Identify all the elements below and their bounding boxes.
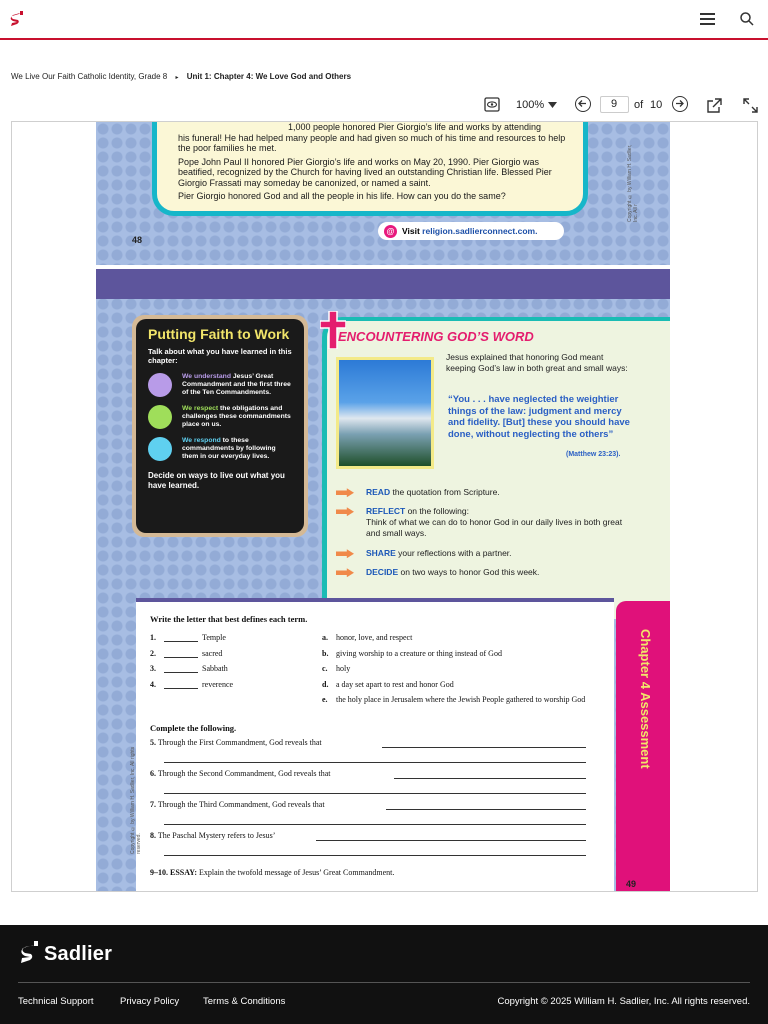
definition: holy — [336, 664, 351, 673]
top-bar — [0, 0, 768, 40]
question-number: 5. — [150, 738, 156, 747]
step-text: the quotation from Scripture. — [390, 487, 500, 497]
respond-badge-icon — [148, 437, 172, 461]
question-row — [150, 769, 600, 800]
term: Sabbath — [202, 664, 228, 673]
page-48 — [96, 122, 670, 265]
pfw-item-respect — [148, 405, 292, 429]
hamburger-menu-icon[interactable] — [700, 13, 715, 25]
definition-letter: c. — [322, 664, 328, 673]
essay-label: 9–10. ESSAY: — [150, 868, 197, 877]
step-key: REFLECT — [366, 506, 406, 516]
question-row — [150, 738, 600, 769]
arrow-right-icon — [673, 97, 686, 110]
term-number: 1. — [150, 633, 156, 642]
scripture-reference: (Matthew 23:23). — [566, 451, 621, 458]
answer-line[interactable] — [164, 793, 586, 794]
pfw-item-lead: We respond — [182, 437, 221, 444]
page-49 — [96, 269, 670, 891]
egw-title: ENCOUNTERING GOD’S WORD — [338, 329, 534, 344]
pfw-item-text: Jesus’ Great Commandment and the first three of the Ten Commandments. — [182, 373, 291, 396]
arrow-left-icon — [576, 97, 589, 110]
term-number: 4. — [150, 679, 156, 689]
visit-link[interactable] — [378, 222, 564, 240]
sadlier-s-logo-icon — [18, 941, 40, 967]
question-text: Through the Third Commandment, God reveals that — [157, 800, 325, 809]
definition: giving worship to a creature or thing instead of God — [336, 648, 502, 658]
term: sacred — [202, 648, 223, 658]
page-total: 10 — [650, 99, 663, 111]
definition: honor, love, and respect — [336, 633, 413, 642]
step-decide — [336, 567, 636, 578]
term-row — [150, 649, 600, 665]
pfw-item-text: to these commandments by following them in our everyday lives. — [182, 437, 276, 460]
footer-divider — [18, 982, 750, 983]
page-number-49: 49 — [626, 879, 637, 889]
understand-badge-icon — [148, 373, 172, 397]
footer — [0, 925, 768, 1024]
complete-heading: Complete the following. — [150, 723, 237, 733]
term-number: 2. — [150, 648, 156, 658]
question-text: Through the First Commandment, God reveals that — [157, 738, 322, 747]
pfw-title: Putting Faith to Work — [148, 326, 290, 342]
assessment-worksheet — [136, 598, 614, 891]
copyright-49: Copyright © by William H. Sadlier, Inc. All rights reserved. — [130, 746, 142, 854]
scripture-quote: “You . . . have neglected the weightier things of the law: judgment and mercy and fidelity. [But] these you should have done, without neglecting the others” — [448, 394, 630, 440]
step-reflect — [336, 506, 636, 539]
chevron-down-icon[interactable] — [548, 102, 557, 108]
technical-support-link[interactable]: Technical Support — [18, 996, 94, 1007]
term-number: 3. — [150, 664, 156, 673]
respect-badge-icon — [148, 405, 172, 429]
answer-line[interactable] — [382, 747, 586, 748]
next-page-button[interactable] — [672, 96, 688, 112]
pfw-item-lead: We understand — [182, 373, 231, 380]
story-paragraph-3: Pier Giorgio honored God and all the people in his life. How can you do the same? — [178, 191, 506, 201]
definition-letter: b. — [322, 648, 329, 658]
question-number: 7. — [150, 800, 156, 809]
assessment-side-title: Chapter 4 Assessment — [638, 629, 653, 769]
term-row — [150, 633, 600, 649]
page-of-label: of — [634, 99, 644, 111]
essay-text: Explain the twofold message of Jesus’ Great Commandment. — [196, 868, 395, 877]
answer-blank[interactable] — [164, 641, 198, 642]
answer-line[interactable] — [394, 778, 586, 779]
pfw-item-understand — [148, 373, 292, 397]
privacy-policy-link[interactable]: Privacy Policy — [120, 996, 180, 1007]
eye-view-icon[interactable] — [484, 97, 500, 112]
step-sub: Think of what we can do to honor God in our daily lives in both great and small ways. — [366, 517, 623, 538]
term-row — [150, 695, 600, 719]
at-sign-icon: @ — [384, 225, 397, 238]
definition-letter: a. — [322, 633, 328, 642]
term: reverence — [202, 679, 234, 689]
external-link-icon[interactable] — [706, 97, 723, 114]
answer-blank[interactable] — [164, 657, 198, 658]
fullscreen-icon[interactable] — [742, 97, 759, 114]
definition-letter: d. — [322, 679, 329, 689]
pfw-closing: Decide on ways to live out what you have learned. — [148, 471, 285, 490]
breadcrumb — [11, 72, 351, 81]
essay-row — [150, 868, 600, 877]
answer-blank[interactable] — [164, 688, 198, 689]
arrow-right-icon — [336, 488, 354, 497]
question-number: 6. — [150, 769, 156, 778]
arrow-right-icon — [336, 507, 354, 516]
mountain-photo — [336, 357, 434, 469]
document-viewer[interactable] — [11, 121, 758, 892]
step-key: SHARE — [366, 548, 396, 558]
question-row — [150, 831, 600, 862]
previous-page-button[interactable] — [575, 96, 591, 112]
step-read — [336, 487, 636, 498]
answer-line[interactable] — [164, 824, 586, 825]
visit-url: religion.sadlierconnect.com. — [422, 226, 538, 236]
match-heading: Write the letter that best defines each term. — [150, 614, 308, 624]
story-text — [178, 122, 578, 205]
arrow-right-icon — [336, 568, 354, 577]
question-text: The Paschal Mystery refers to Jesus’ — [157, 831, 276, 840]
page-header-band — [96, 269, 670, 299]
answer-blank[interactable] — [164, 672, 198, 673]
story-line-0: 1,000 people honored Pier Giorgio’s life and works by attending — [288, 122, 541, 132]
sadlier-s-logo-icon[interactable] — [8, 11, 24, 28]
arrow-right-icon — [336, 549, 354, 558]
step-key: READ — [366, 487, 391, 497]
zoom-level[interactable]: 100% — [516, 99, 545, 111]
visit-label: Visit — [402, 226, 420, 236]
answer-line[interactable] — [386, 809, 586, 810]
definition: a day set apart to rest and honor God — [336, 679, 454, 689]
story-paragraph-2: Pope John Paul II honored Pier Giorgio’s life and works on May 20, 1990. Pier Giorgio was beatified, recognized by the Church for having lived an outstanding Christian life. Blessed Pier Giorgio Frassati may someday be canonized, or named a saint. — [178, 156, 552, 188]
pfw-item-lead: We respect — [182, 405, 219, 412]
search-icon[interactable] — [739, 11, 755, 27]
page-number-48: 48 — [132, 235, 143, 245]
footer-brand: Sadlier — [44, 942, 113, 965]
term: Temple — [202, 633, 226, 642]
putting-faith-to-work-box — [132, 315, 308, 537]
step-key: DECIDE — [366, 567, 399, 577]
definition: the holy place in Jerusalem where the Jewish People gathered to worship God — [336, 695, 586, 704]
step-share — [336, 548, 636, 559]
answer-line[interactable] — [316, 840, 586, 841]
answer-line[interactable] — [164, 855, 586, 856]
term-row — [150, 664, 600, 680]
definition-letter: e. — [322, 695, 328, 704]
story-paragraph-1: his funeral! He had helped many people and had given so much of his time and resources to help the poor families he met. — [178, 132, 566, 153]
question-number: 8. — [150, 831, 156, 840]
copyright-48: Copyright © by William H. Sadlier, Inc. All r — [627, 144, 639, 222]
step-text: your reflections with a partner. — [395, 548, 512, 558]
page-number-input[interactable]: 9 — [600, 96, 629, 113]
question-row — [150, 800, 600, 831]
terms-conditions-link[interactable]: Terms & Conditions — [203, 996, 286, 1007]
step-text: on two ways to honor God this week. — [398, 567, 540, 577]
footer-logo[interactable] — [18, 941, 112, 967]
pfw-intro: Talk about what you have learned in this chapter: — [148, 347, 292, 365]
breadcrumb-separator: ▸ — [175, 75, 179, 81]
footer-copyright: Copyright © 2025 William H. Sadlier, Inc. All rights reserved. — [497, 996, 750, 1007]
pfw-item-respond — [148, 437, 292, 461]
breadcrumb-unit: Unit 1: Chapter 4: We Love God and Others — [186, 72, 352, 81]
egw-intro: Jesus explained that honoring God meant keeping God’s law in both great and small ways: — [446, 352, 628, 373]
term-row — [150, 680, 600, 696]
breadcrumb-book[interactable]: We Live Our Faith Catholic Identity, Grade 8 — [11, 72, 168, 81]
step-text: on the following: — [405, 506, 469, 516]
pfw-item-text: the obligations and challenges these commandments place on us. — [182, 405, 291, 428]
question-text: Through the Second Commandment, God reveals that — [157, 769, 331, 778]
answer-line[interactable] — [164, 762, 586, 763]
